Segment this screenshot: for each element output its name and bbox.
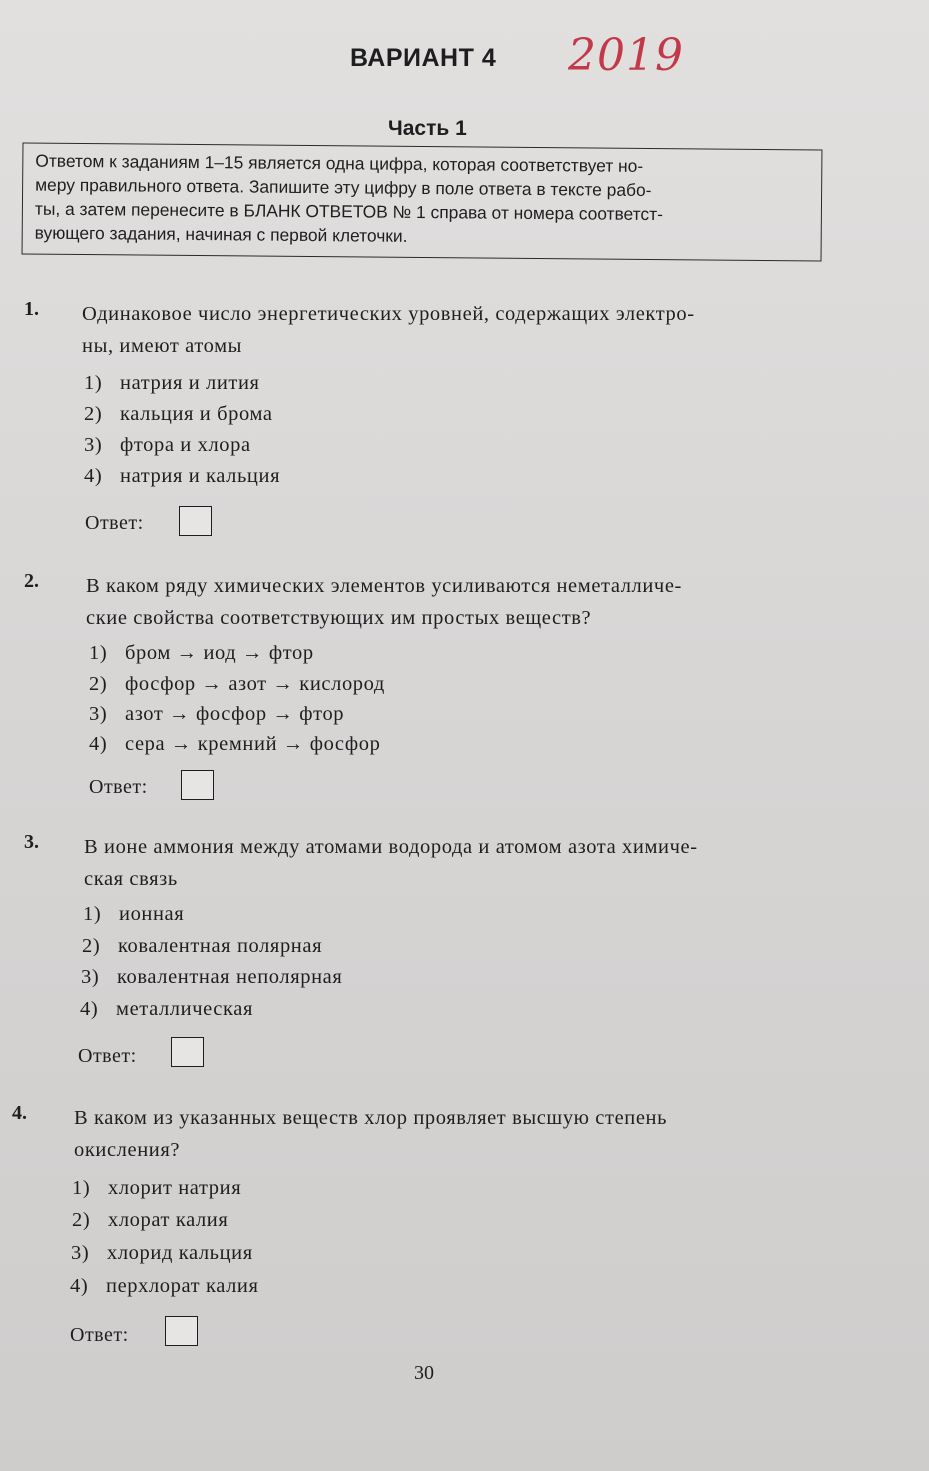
answer-option-1 [72, 1177, 241, 1200]
answer-label: Ответ: [70, 1324, 129, 1346]
question-text-line: Одинаковое число энергетических уровней, содержащих электро- [82, 303, 695, 325]
option-number: 1) [83, 903, 102, 925]
answer-label: Ответ: [85, 512, 144, 534]
answer-box[interactable] [181, 770, 214, 800]
option-text: ковалентная полярная [118, 935, 323, 957]
question-text [86, 570, 682, 634]
option-text: ковалентная неполярная [117, 966, 343, 988]
option-text: хлорит натрия [108, 1177, 242, 1199]
handwritten-year: 2019 [568, 30, 684, 81]
question-text-line: В каком из указанных веществ хлор проявляет высшую степень [74, 1107, 668, 1129]
answer-option-3 [89, 703, 344, 726]
instructions-line: ты, а затем перенесите в БЛАНК ОТВЕТОВ № 1 справа от номера соответст- [34, 198, 664, 225]
answer-option-2 [82, 935, 322, 958]
question-text-line: ские свойства соответствующих им простых веществ? [86, 607, 592, 629]
answer-box[interactable] [179, 506, 212, 536]
question-text [74, 1102, 667, 1166]
answer-option-3 [71, 1242, 253, 1265]
option-text: металлическая [116, 998, 253, 1020]
option-number: 2) [89, 673, 108, 695]
part-title: Часть 1 [388, 117, 467, 140]
answer-option-1 [89, 642, 314, 665]
question-number: 4. [12, 1102, 27, 1124]
question-number: 1. [24, 298, 39, 320]
question-3 [0, 831, 929, 1091]
question-2 [0, 570, 929, 830]
option-number: 1) [72, 1177, 91, 1199]
option-text: натрия и кальция [120, 465, 281, 487]
answer-option-3 [81, 966, 342, 989]
answer-option-2 [84, 403, 273, 426]
answer-box[interactable] [165, 1316, 198, 1346]
answer-option-4 [80, 998, 253, 1021]
question-number: 3. [24, 831, 39, 853]
option-text: бром → иод → фтор [125, 642, 314, 664]
option-number: 4) [89, 733, 108, 755]
instructions-box [22, 143, 823, 262]
option-text: кальция и брома [120, 403, 273, 425]
question-number: 2. [24, 570, 39, 592]
answer-option-3 [84, 434, 251, 457]
variant-title: ВАРИАНТ 4 [350, 44, 497, 72]
option-number: 3) [89, 703, 108, 725]
question-text-line: ны, имеют атомы [82, 335, 243, 357]
question-text-line: В каком ряду химических элементов усиливаются неметалличе- [86, 575, 682, 597]
instructions-line: вующего задания, начиная с первой клеточки. [34, 222, 408, 246]
option-number: 2) [82, 935, 101, 957]
answer-label: Ответ: [78, 1045, 137, 1067]
answer-option-4 [89, 733, 380, 756]
answer-option-2 [89, 673, 385, 696]
option-number: 1) [89, 642, 108, 664]
option-text: перхлорат калия [106, 1275, 259, 1297]
option-number: 2) [84, 403, 103, 425]
option-number: 3) [81, 966, 100, 988]
option-text: фосфор → азот → кислород [125, 673, 385, 695]
option-text: азот → фосфор → фтор [125, 703, 345, 725]
answer-option-2 [72, 1209, 228, 1232]
answer-option-1 [84, 372, 260, 395]
option-number: 1) [84, 372, 103, 394]
page-number: 30 [414, 1362, 434, 1384]
question-text [82, 298, 695, 362]
answer-option-4 [70, 1275, 259, 1298]
option-number: 3) [84, 434, 103, 456]
option-number: 3) [71, 1242, 90, 1264]
option-text: хлорат калия [108, 1209, 229, 1231]
option-number: 4) [84, 465, 103, 487]
answer-option-1 [83, 903, 184, 926]
answer-box[interactable] [171, 1037, 204, 1067]
option-number: 4) [70, 1275, 89, 1297]
question-text-line: ская связь [84, 868, 178, 890]
option-number: 4) [80, 998, 99, 1020]
instructions-line: меру правильного ответа. Запишите эту цифру в поле ответа в тексте рабо- [35, 174, 652, 201]
question-text [84, 831, 698, 895]
question-1 [0, 298, 929, 558]
question-4 [0, 1102, 929, 1362]
option-text: натрия и лития [120, 372, 260, 394]
instructions-line: Ответом к заданиям 1–15 является одна цифра, которая соответствует но- [35, 150, 644, 176]
question-text-line: окисления? [74, 1139, 181, 1161]
option-text: сера → кремний → фосфор [125, 733, 381, 755]
answer-label: Ответ: [89, 776, 148, 798]
answer-option-4 [84, 465, 280, 488]
option-number: 2) [72, 1209, 91, 1231]
option-text: фтора и хлора [120, 434, 251, 456]
question-text-line: В ионе аммония между атомами водорода и атомом азота химиче- [84, 836, 698, 858]
option-text: ионная [119, 903, 185, 925]
option-text: хлорид кальция [107, 1242, 253, 1264]
